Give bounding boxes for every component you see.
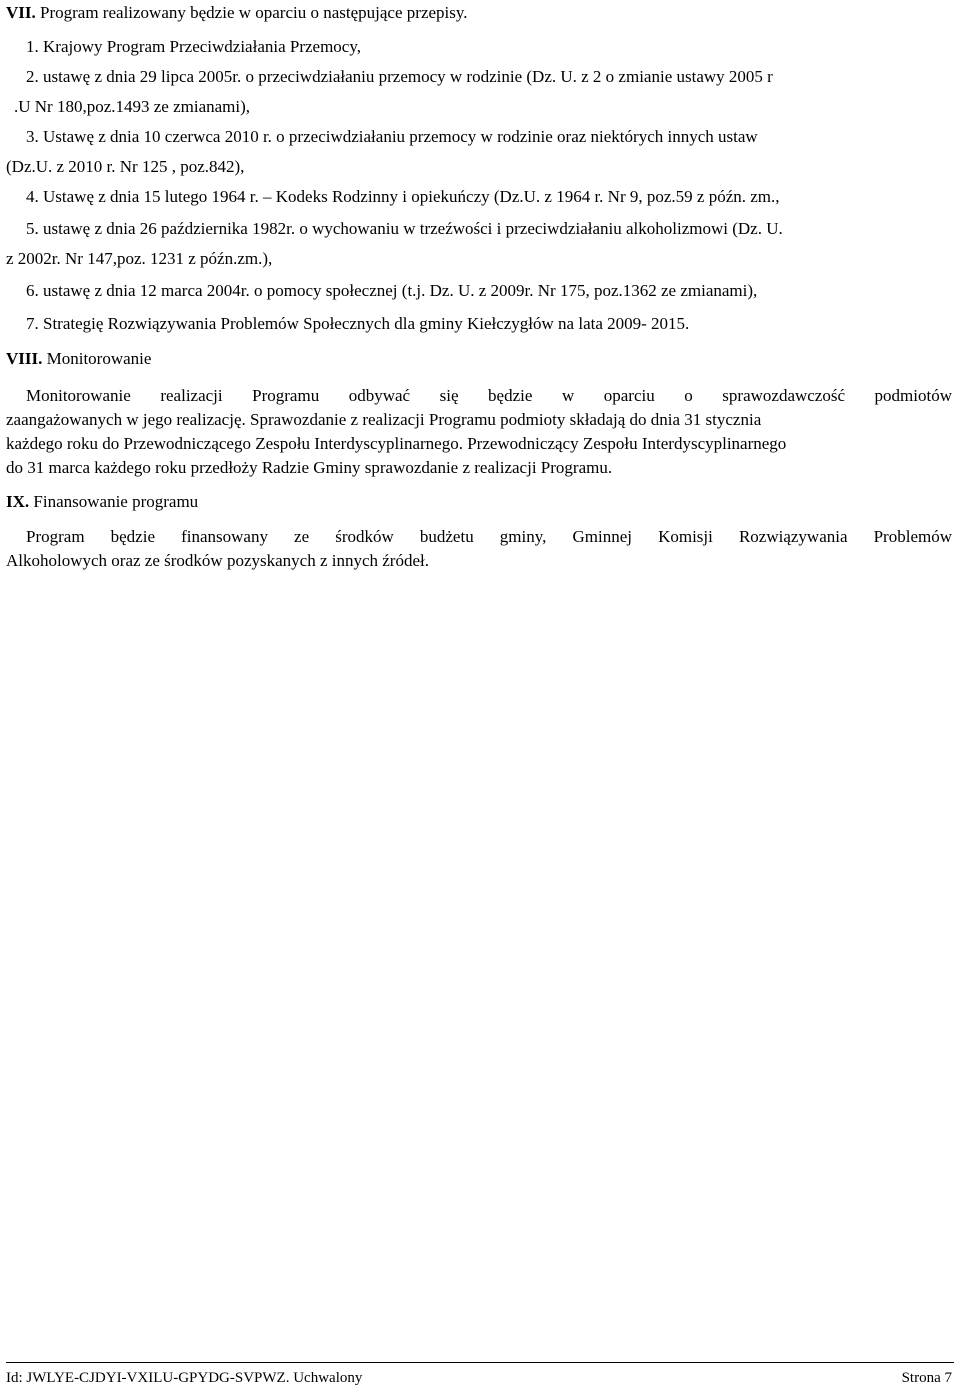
- section-9-title: Finansowanie programu: [33, 492, 199, 511]
- monitoring-paragraph-line-2: zaangażowanych w jego realizację. Sprawozdanie z realizacji Programu podmioty składają do dnia 31 stycznia: [6, 410, 762, 429]
- monitoring-paragraph-line-4: do 31 marca każdego roku przedłoży Radzie Gminy sprawozdanie z realizacji Programu.: [6, 458, 613, 477]
- regulation-item-3: 3. Ustawę z dnia 10 czerwca 2010 r. o przeciwdziałaniu przemocy w rodzinie oraz niektórych innych ustaw: [26, 127, 758, 146]
- regulation-item-3-cont: (Dz.U. z 2010 r. Nr 125 , poz.842),: [6, 157, 245, 176]
- section-9-heading: [6, 492, 198, 514]
- monitoring-paragraph-line-1: Monitorowanie realizacji Programu odbywać się będzie w oparciu o sprawozdawczość podmiotów: [26, 386, 952, 405]
- regulation-item-2-cont: .U Nr 180,poz.1493 ze zmianami),: [14, 97, 251, 116]
- footer-divider: [6, 1362, 954, 1363]
- regulation-item-1: 1. Krajowy Program Przeciwdziałania Przemocy,: [26, 37, 362, 56]
- page-number: Strona 7: [901, 1370, 952, 1386]
- regulation-item-4: 4. Ustawę z dnia 15 lutego 1964 r. – Kodeks Rodzinny i opiekuńczy (Dz.U. z 1964 r. Nr 9, poz.59 z późn. zm.,: [26, 187, 780, 206]
- regulation-item-2: 2. ustawę z dnia 29 lipca 2005r. o przeciwdziałaniu przemocy w rodzinie (Dz. U. z 2 o zmianie ustawy 2005 r: [26, 67, 773, 86]
- regulation-item-5: 5. ustawę z dnia 26 października 1982r. o wychowaniu w trzeźwości i przeciwdziałaniu alkoholizmowi (Dz. U.: [26, 219, 783, 238]
- section-8-title: Monitorowanie: [46, 349, 152, 368]
- section-8-number: VIII.: [6, 349, 43, 368]
- monitoring-paragraph-line-3: każdego roku do Przewodniczącego Zespołu Interdyscyplinarnego. Przewodniczący Zespołu Interdyscyplinarnego: [6, 434, 787, 453]
- section-9-number: IX.: [6, 492, 30, 511]
- regulation-item-6: 6. ustawę z dnia 12 marca 2004r. o pomocy społecznej (t.j. Dz. U. z 2009r. Nr 175, poz.1362 ze zmianami),: [26, 281, 758, 300]
- section-8-heading: [6, 349, 151, 371]
- financing-paragraph-line-1: Program będzie finansowany ze środków budżetu gminy, Gminnej Komisji Rozwiązywania Problemów: [26, 527, 952, 546]
- section-7-title: Program realizowany będzie w oparciu o następujące przepisy.: [40, 3, 468, 22]
- section-7-heading: [6, 3, 468, 25]
- document-id: Id: JWLYE-CJDYI-VXILU-GPYDG-SVPWZ. Uchwalony: [6, 1370, 363, 1386]
- financing-paragraph-line-2: Alkoholowych oraz ze środków pozyskanych z innych źródeł.: [6, 551, 429, 570]
- section-7-number: VII.: [6, 3, 36, 22]
- regulation-item-5-cont: z 2002r. Nr 147,poz. 1231 z późn.zm.),: [6, 249, 273, 268]
- regulation-item-7: 7. Strategię Rozwiązywania Problemów Społecznych dla gminy Kiełczygłów na lata 2009- 2015.: [26, 314, 690, 333]
